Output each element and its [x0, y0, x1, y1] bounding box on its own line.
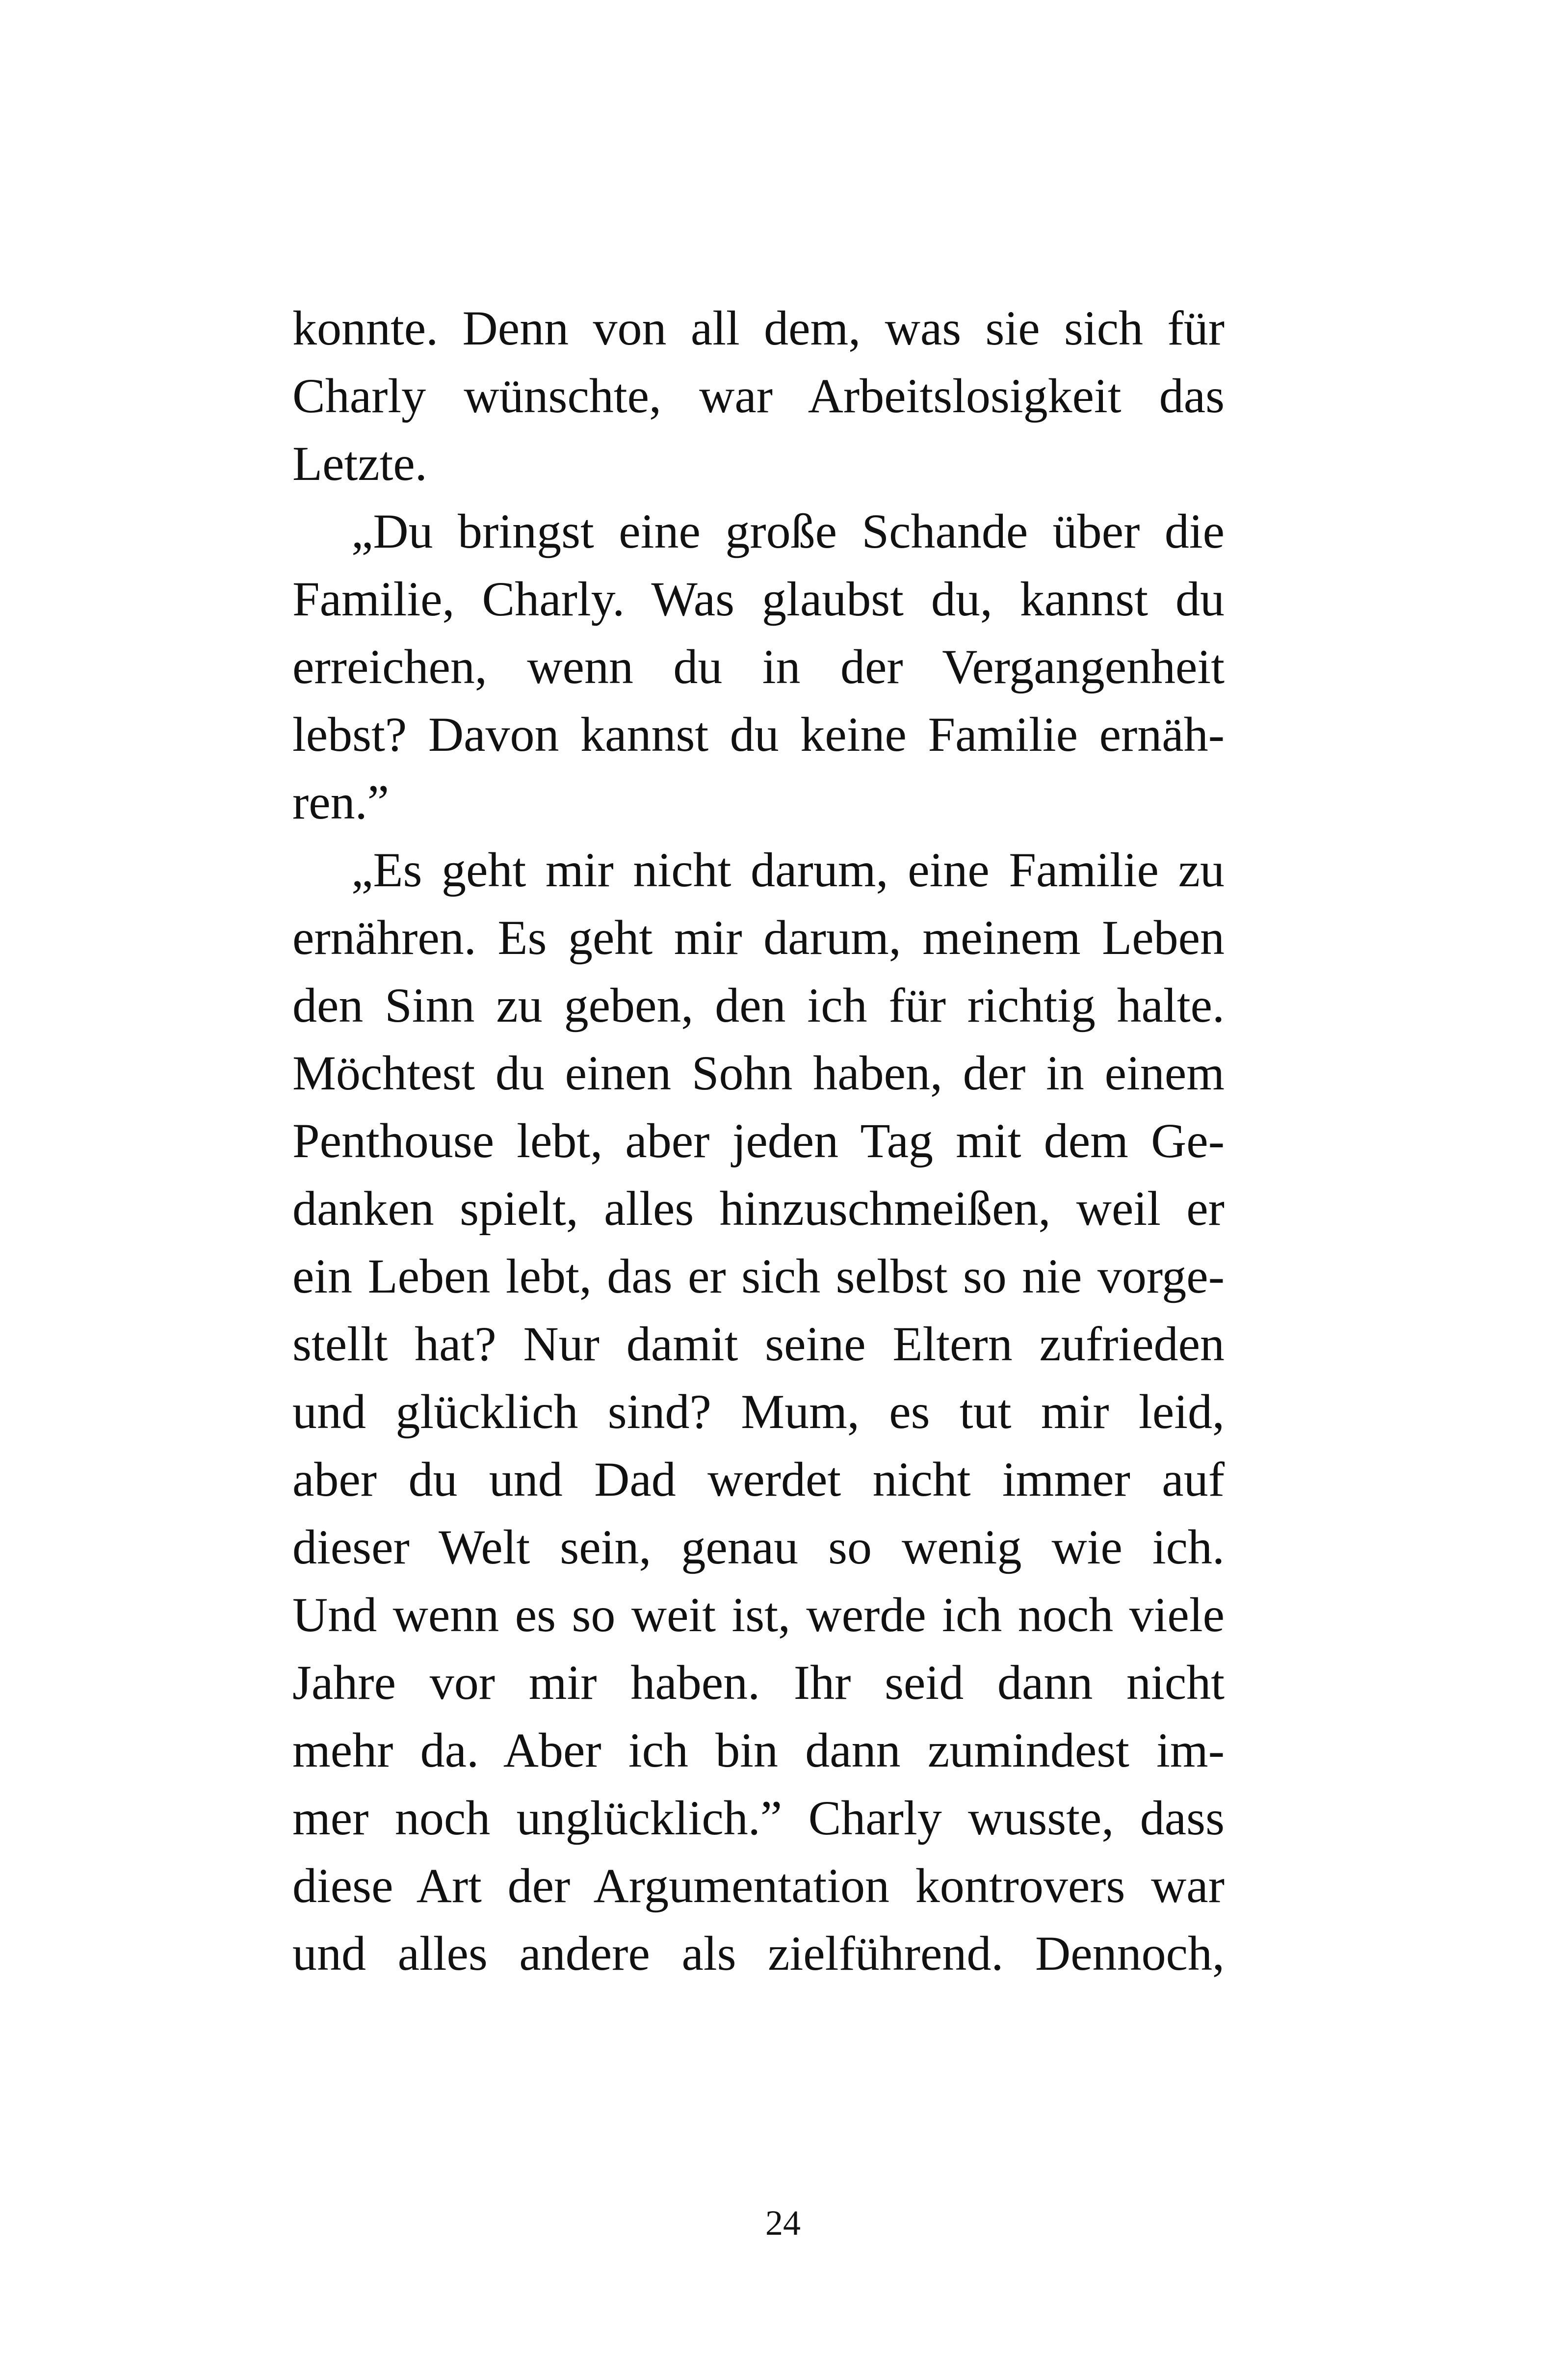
text-line: ren.”: [292, 775, 390, 829]
text-line: Familie, Charly. Was glaubst du, kannst du: [292, 572, 1225, 626]
text-line: Möchtest du einen Sohn haben, der in einem: [292, 1046, 1225, 1100]
text-line: ein Leben lebt, das er sich selbst so nie vorge-: [292, 1249, 1225, 1303]
text-line: und alles andere als zielführend. Dennoch,: [292, 1926, 1225, 1981]
text-line: den Sinn zu geben, den ich für richtig halte.: [292, 978, 1225, 1032]
text-line: aber du und Dad werdet nicht immer auf: [292, 1452, 1225, 1507]
text-line: Penthouse lebt, aber jeden Tag mit dem Ge-: [292, 1113, 1225, 1168]
text-line: mer noch unglücklich.” Charly wusste, dass: [292, 1791, 1225, 1845]
text-line: Letzte.: [292, 436, 427, 491]
text-line: stellt hat? Nur damit seine Eltern zufrieden: [292, 1317, 1225, 1371]
text-line: erreichen, wenn du in der Vergangenheit: [292, 639, 1225, 694]
text-line: Charly wünschte, war Arbeitslosigkeit das: [292, 369, 1225, 423]
text-line: „Du bringst eine große Schande über die: [351, 504, 1225, 558]
body-text: [292, 294, 1225, 1987]
text-line: Und wenn es so weit ist, werde ich noch viele: [292, 1587, 1225, 1642]
text-line: lebst? Davon kannst du keine Familie ernäh-: [292, 707, 1225, 762]
text-line: mehr da. Aber ich bin dann zumindest im-: [292, 1723, 1225, 1777]
text-line: dieser Welt sein, genau so wenig wie ich.: [292, 1520, 1225, 1574]
text-line: danken spielt, alles hinzuschmeißen, weil er: [292, 1181, 1225, 1236]
text-line: konnte. Denn von all dem, was sie sich für: [292, 301, 1225, 355]
text-line: ernähren. Es geht mir darum, meinem Leben: [292, 910, 1225, 965]
page-number: 24: [765, 2203, 801, 2243]
text-line: Jahre vor mir haben. Ihr seid dann nicht: [292, 1655, 1225, 1710]
text-line: diese Art der Argumentation kontrovers war: [292, 1858, 1225, 1913]
text-line: „Es geht mir nicht darum, eine Familie zu: [351, 843, 1225, 897]
text-line: und glücklich sind? Mum, es tut mir leid,: [292, 1384, 1225, 1439]
